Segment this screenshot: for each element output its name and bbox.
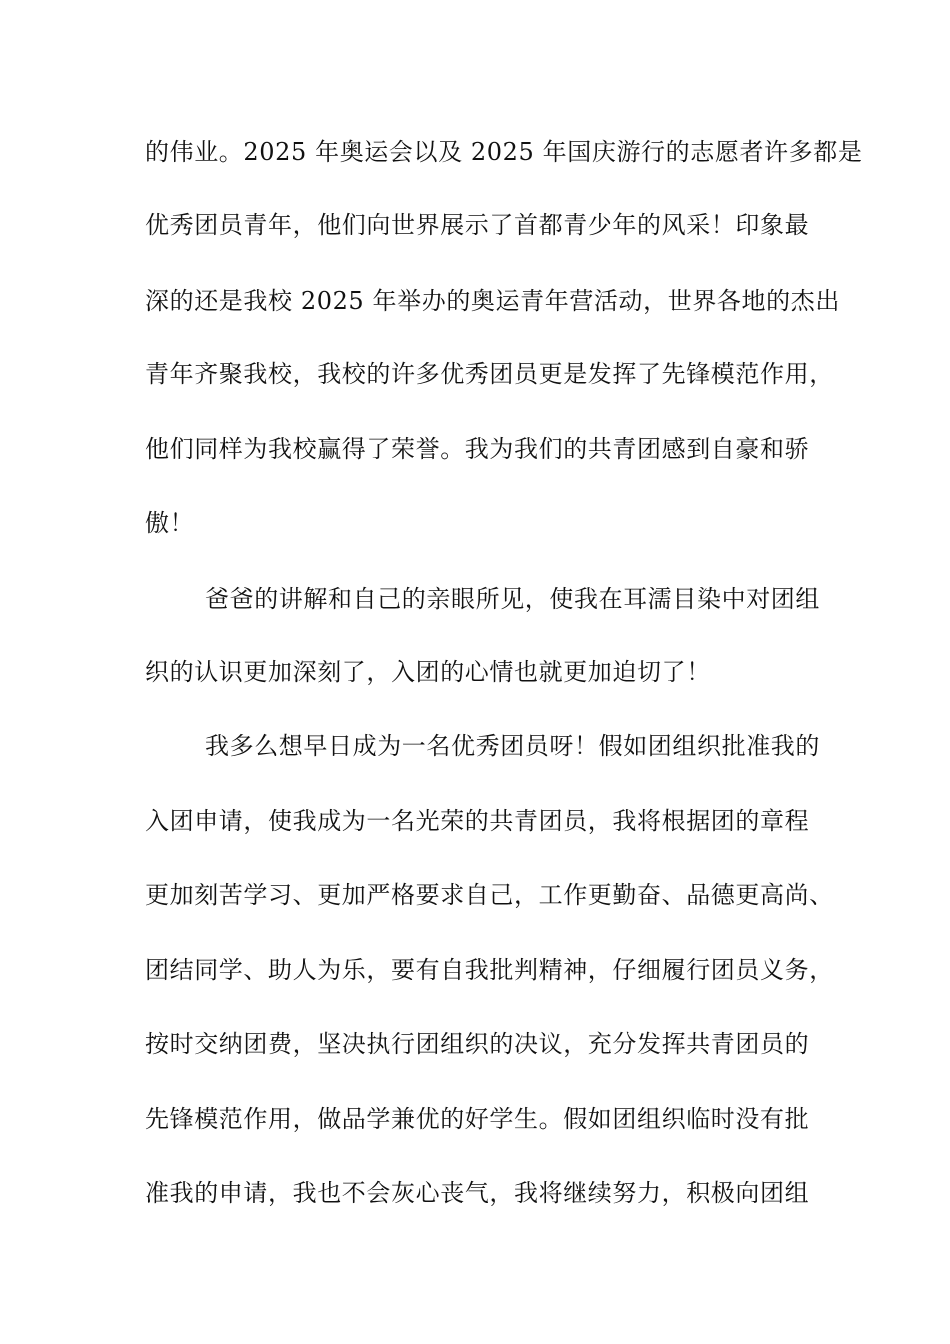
text-line: 织的认识更加深刻了，入团的心情也就更加迫切了！ — [145, 658, 711, 686]
text-line: 团结同学、助人为乐，要有自我批判精神，仔细履行团员义务， — [145, 956, 834, 984]
text-line: 深的还是我校 2025 年举办的奥运青年营活动，世界各地的杰出 — [145, 287, 840, 315]
text-line: 爸爸的讲解和自己的亲眼所见，使我在耳濡目染中对团组 — [205, 585, 820, 613]
text-line: 我多么想早日成为一名优秀团员呀！假如团组织批准我的 — [205, 732, 820, 760]
text-line: 入团申请，使我成为一名光荣的共青团员，我将根据团的章程 — [145, 807, 810, 835]
text-line: 准我的申请，我也不会灰心丧气，我将继续努力，积极向团组 — [145, 1179, 810, 1207]
text-line: 青年齐聚我校，我校的许多优秀团员更是发挥了先锋模范作用， — [145, 360, 834, 388]
text-line: 的伟业。2025 年奥运会以及 2025 年国庆游行的志愿者许多都是 — [145, 138, 863, 166]
text-line: 先锋模范作用，做品学兼优的好学生。假如团组织临时没有批 — [145, 1105, 810, 1133]
text-line: 他们同样为我校赢得了荣誉。我为我们的共青团感到自豪和骄 — [145, 435, 810, 463]
text-line: 傲！ — [145, 509, 195, 537]
text-line: 优秀团员青年，他们向世界展示了首都青少年的风采！印象最 — [145, 211, 810, 239]
text-line: 更加刻苦学习、更加严格要求自己，工作更勤奋、品德更高尚、 — [145, 881, 834, 909]
text-line: 按时交纳团费，坚决执行团组织的决议，充分发挥共青团员的 — [145, 1030, 810, 1058]
